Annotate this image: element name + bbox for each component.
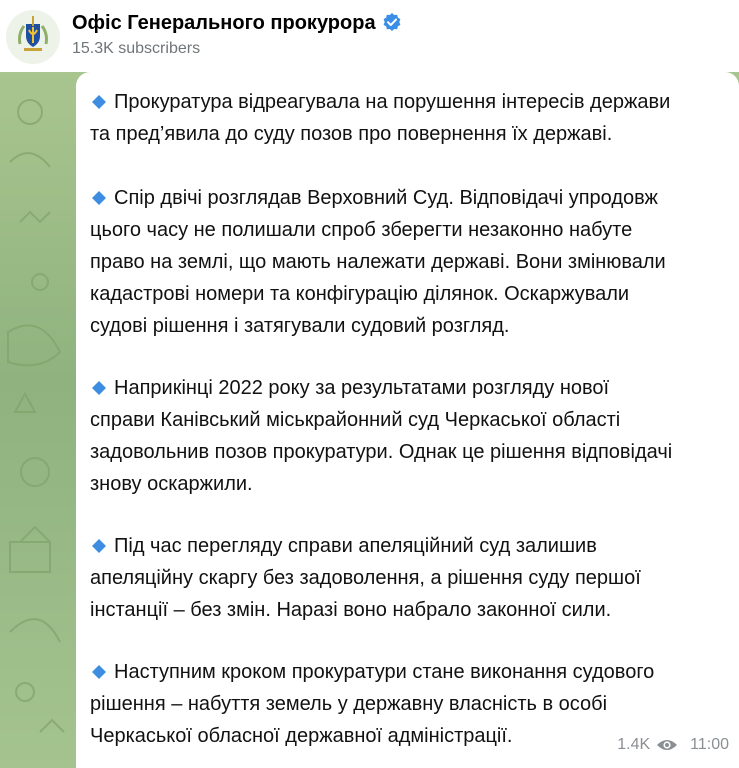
message-line: знову оскаржили. [90,473,253,495]
blue-diamond-icon [92,657,106,671]
message-bubble[interactable] [76,72,739,768]
message-time: 11:00 [690,736,729,753]
message-paragraph [90,530,730,626]
message-line: задовольнив позов прокуратури. Однак це рішення відповідачі [90,441,673,463]
blue-diamond-icon [92,531,106,545]
message-line: справи Канівський міськрайонний суд Черкаської області [90,409,621,431]
channel-avatar[interactable] [6,10,60,64]
verified-badge-icon [382,12,402,32]
message-line: та пред’явила до суду позов про повернення їх державі. [90,123,613,145]
message-line: Наприкінці 2022 року за результатами розгляду нової [114,377,610,399]
channel-header[interactable] [0,0,739,72]
doodle-pattern [0,72,76,768]
message-line: Прокуратура відреагувала на порушення інтересів держави [114,91,671,113]
message-paragraph [90,86,730,150]
message-line: рішення – набуття земель у державну власність в особі [90,693,608,715]
blue-diamond-icon [92,183,106,197]
channel-title: Офіс Генерального прокурора [72,12,376,34]
message-line: цього часу не полишали спроб зберегти незаконно набуте [90,219,633,241]
message-paragraph [90,372,730,500]
message-line: кадастрові номери та конфігурацію ділянок. Оскаржували [90,283,630,305]
eye-icon [656,738,678,752]
message-meta [617,736,729,754]
message-paragraph [90,182,730,342]
message-line: апеляційну скаргу без задоволення, а рішення суду першої [90,567,641,589]
message-line: право на землі, що мають належати державі. Вони змінювали [90,251,666,273]
blue-diamond-icon [92,87,106,101]
message-line: судові рішення і затягували судовий розгляд. [90,315,510,337]
view-count: 1.4K [617,736,651,753]
blue-diamond-icon [92,373,106,387]
subscriber-count: 15.3K subscribers [72,40,201,57]
message-line: Спір двічі розглядав Верховний Суд. Відповідачі упродовж [114,187,658,209]
message-line: Наступним кроком прокуратури стане виконання судового [114,661,655,683]
channel-title-row [72,12,402,35]
message-line: Черкаської обласної державної адміністрації. [90,725,513,747]
message-line: інстанції – без змін. Наразі воно набрало законної сили. [90,599,612,621]
message-line: Під час перегляду справи апеляційний суд залишив [114,535,597,557]
